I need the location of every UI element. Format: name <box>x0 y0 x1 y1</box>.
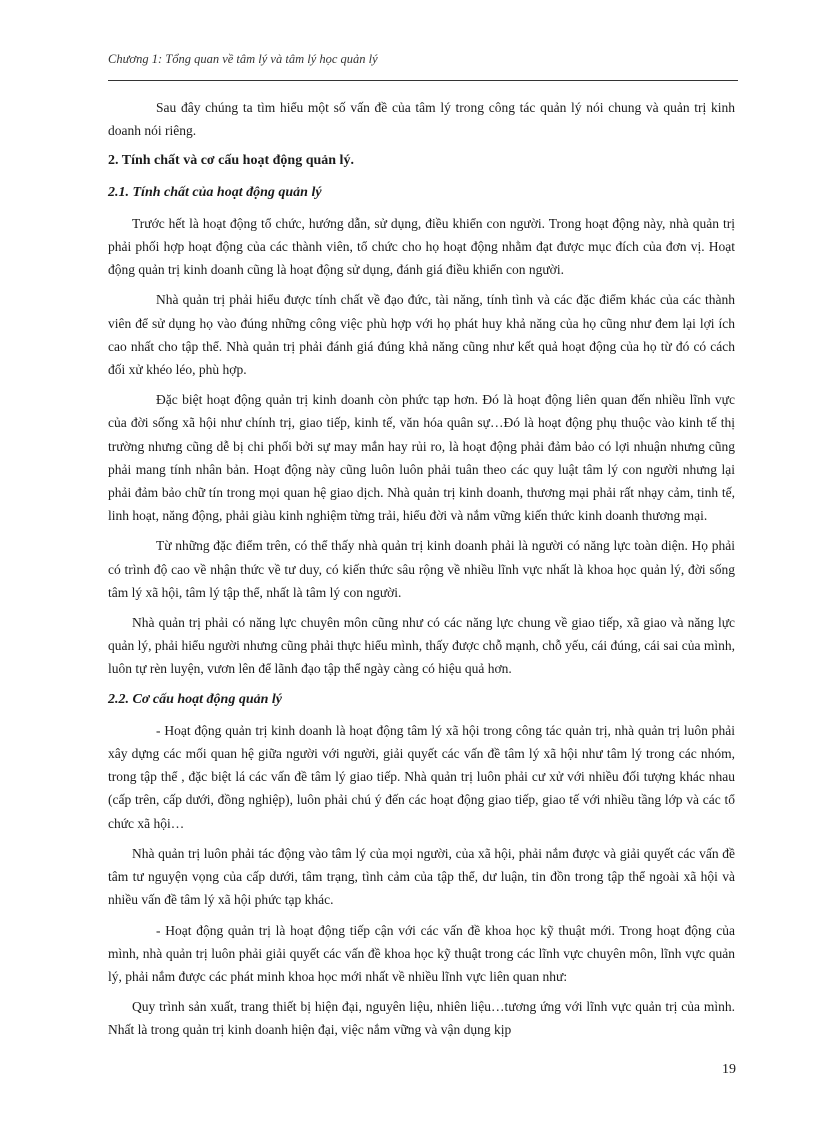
paragraph: Quy trình sản xuất, trang thiết bị hiện đại, nguyên liệu, nhiên liệu…tương ứng với lĩnh vực quản trị của mình. Nhất là trong quản trị kinh doanh hiện đại, việc nắm vững và vận dụng kịp <box>108 999 735 1038</box>
section-2-1-heading: 2.1. Tính chất của hoạt động quản lý <box>108 184 322 200</box>
paragraph: Từ những đặc điểm trên, có thể thấy nhà quản trị kinh doanh phải là người có năng lực toàn diện. Họ phải có trình độ cao về nhận thức về tư duy, có kiến thức sâu rộng về nhiều lĩnh vực nhất là khoa học quản lý, đời sống tâm lý xã hội, tâm lý tập thể, nhất là tâm lý con người. <box>108 538 735 600</box>
paragraph: - Hoạt động quản trị kinh doanh là hoạt động tâm lý xã hội trong công tác quản trị, nhà quản trị luôn phải xây dựng các mối quan hệ giữa người với người, giải quyết các vấn đề tâm lý xã hội như tâm lý trong các nhóm, trong tập thể , đặc biệt lá các vấn đề tâm lý giao tiếp. Nhà quản trị luôn phải cư xử với nhiều đối tượng khác nhau (cấp trên, cấp dưới, đồng nghiệp), luôn phải chú ý đến các hoạt động giao tiếp, giao tế với nhiều tầng lớp và các tổ chức xã hội… <box>108 722 735 831</box>
section-2-heading: 2. Tính chất và cơ cấu hoạt động quản lý. <box>108 153 354 169</box>
paragraph: Nhà quản trị luôn phải tác động vào tâm lý của mọi người, của xã hội, phải nắm được và giải quyết các vấn đề tâm tư nguyện vọng của cấp dưới, tâm trạng, tình cảm của tập thể, dư luận, tin đồn trong tập thể ngoài xã hội và nhiều vấn đề tâm lý xã hội phức tạp khác. <box>108 845 735 908</box>
paragraph: Nhà quản trị phải có năng lực chuyên môn cũng như có các năng lực chung về giao tiếp, xã giao và năng lực quản lý, phải hiểu người nhưng cũng phải thực hiểu mình, thấy được chỗ mạnh, chỗ yếu, cái đúng, cái sai của mình, luôn tự rèn luyện, vươn lên để lãnh đạo tập thể ngày càng có hiệu quả hơn. <box>108 615 735 677</box>
paragraph: Trước hết là hoạt động tổ chức, hướng dẫn, sử dụng, điều khiển con người. Trong hoạt động này, nhà quản trị phải phối hợp hoạt động của các thành viên, tổ chức cho họ hoạt động nhằm đạt được mục đích của đơn vị. Hoạt động quản trị kinh doanh cũng là hoạt động sử dụng, đánh giá điều khiển con người. <box>108 215 735 278</box>
page-body <box>108 96 735 1049</box>
header-divider <box>108 80 738 81</box>
paragraph: - Hoạt động quản trị là hoạt động tiếp cận với các vấn đề khoa học kỹ thuật mới. Trong hoạt động của mình, nhà quản trị luôn phải giải quyết các vấn đề khoa học kỹ thuật trong các lĩnh vực chuyên môn, lĩnh vực quản lý, phải nắm được các phát minh khoa học mới nhất về nhiều lĩnh vực liên quan như: <box>108 922 735 984</box>
section-2-2-heading: 2.2. Cơ cấu hoạt động quản lý <box>108 691 282 707</box>
paragraph: Nhà quản trị phải hiểu được tính chất về đạo đức, tài năng, tính tình và các đặc điểm khác của các thành viên để sử dụng họ vào đúng những công việc phù hợp với họ phát huy khả năng của họ cũng như đem lại lợi ích cao nhất cho tập thể. Nhà quản trị phải đánh giá đúng khả năng cũng như kết quả hoạt động của họ từ đó có cách đối xử khéo léo, phù hợp. <box>108 292 735 378</box>
intro-paragraph: Sau đây chúng ta tìm hiểu một số vấn đề của tâm lý trong công tác quản lý nói chung và quản trị kinh doanh nói riêng. <box>108 100 735 139</box>
paragraph: Đặc biệt hoạt động quản trị kinh doanh còn phức tạp hơn. Đó là hoạt động liên quan đến nhiều lĩnh vực của đời sống xã hội như chính trị, giao tiếp, kinh tế, văn hóa quân sự…Đó là hoạt động phụ thuộc vào kinh tế thị trường nhưng cũng dễ bị chi phối bởi sự may mắn hay rủi ro, là hoạt động phải đảm bảo có lợi nhuận nhưng cũng phải mang tính nhân bản. Hoạt động này cũng luôn luôn phải tuân theo các quy luật tâm lý con người nhưng lại phải đảm bảo chữ tín trong mọi quan hệ giao dịch. Nhà quản trị kinh doanh, thương mại phải rất nhạy cảm, tinh tế, linh hoạt, năng động, phải giàu kinh nghiệm từng trải, hiểu đời và nắm vững kiến thức kinh doanh thương mại. <box>108 392 735 524</box>
running-header: Chương 1: Tổng quan về tâm lý và tâm lý học quản lý <box>108 52 378 66</box>
page-number: 19 <box>722 1062 736 1077</box>
